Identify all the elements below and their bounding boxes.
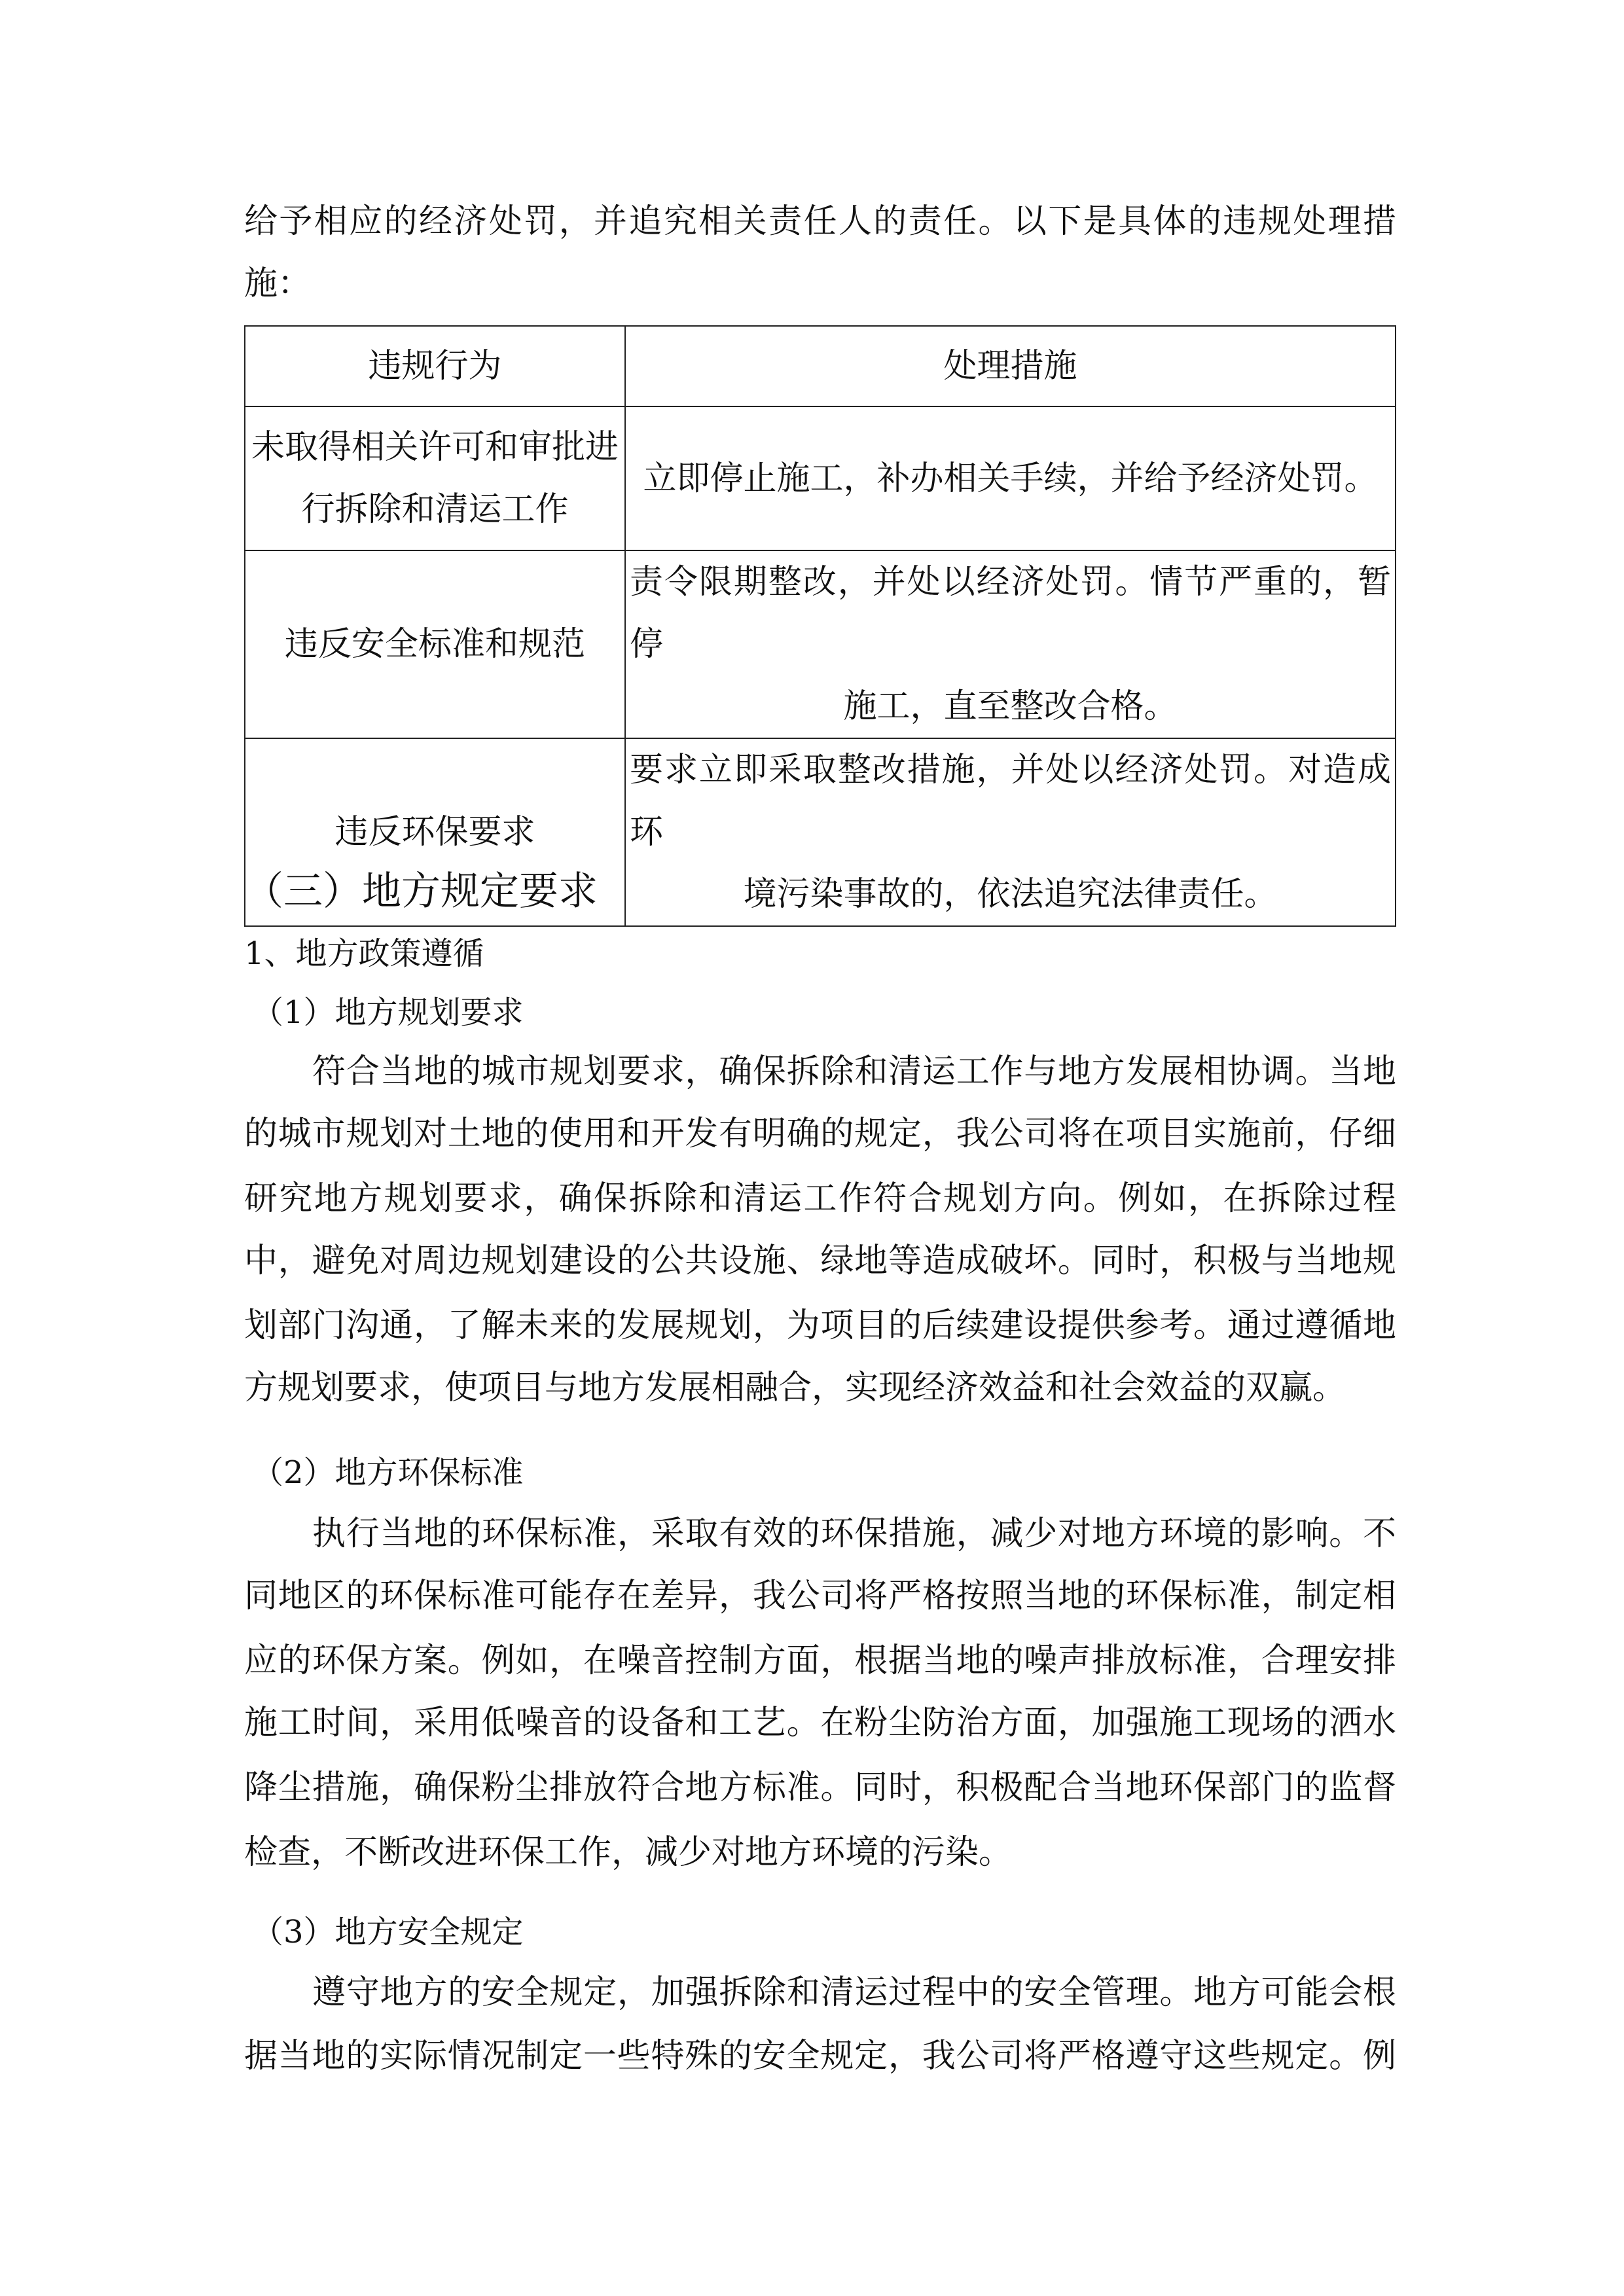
header-measure: 处理措施 bbox=[625, 326, 1396, 406]
paragraph-line: 同地区的环保标准可能存在差异，我公司将严格按照当地的环保标准，制定相 bbox=[244, 1577, 1396, 1615]
cell-line: 未取得相关许可和审批进 bbox=[251, 428, 619, 467]
cell-line: 行拆除和清运工作 bbox=[301, 490, 569, 529]
section-heading: （三）地方规定要求 bbox=[244, 869, 598, 914]
paragraph-line: 检查，不断改进环保工作，减少对地方环境的污染。 bbox=[244, 1833, 1013, 1872]
violation-cell bbox=[245, 406, 625, 550]
paragraph-line: 划部门沟通，了解未来的发展规划，为项目的后续建设提供参考。通过遵循地 bbox=[244, 1306, 1396, 1345]
paragraph-line: 据当地的实际情况制定一些特殊的安全规定，我公司将严格遵守这些规定。例 bbox=[244, 2037, 1396, 2075]
paragraph-line: 遵守地方的安全规定，加强拆除和清运过程中的安全管理。地方可能会根 bbox=[312, 1973, 1396, 2012]
measure-cell bbox=[625, 406, 1396, 550]
cell-line: 立即停止施工，补办相关手续，并给予经济处罚。 bbox=[643, 459, 1378, 498]
paragraph-line: 的城市规划对土地的使用和开发有明确的规定，我公司将在项目实施前，仔细 bbox=[244, 1115, 1396, 1153]
paragraph-line: 研究地方规划要求，确保拆除和清运工作符合规划方向。例如，在拆除过程 bbox=[244, 1179, 1396, 1218]
subsection-heading: 1、地方政策遵循 bbox=[244, 935, 484, 972]
table-row bbox=[245, 406, 1396, 550]
paragraph-line: 降尘措施，确保粉尘排放符合地方标准。同时，积极配合当地环保部门的监督 bbox=[244, 1768, 1396, 1807]
cell-line: 要求立即采取整改措施，并处以经济处罚。对造成环 bbox=[630, 751, 1391, 852]
paragraph-line: 符合当地的城市规划要求，确保拆除和清运工作与地方发展相协调。当地 bbox=[312, 1052, 1396, 1091]
table-header-row bbox=[245, 326, 1396, 406]
header-violation: 违规行为 bbox=[245, 326, 625, 406]
violation-table bbox=[244, 325, 1396, 927]
cell-line: 施工，直至整改合格。 bbox=[843, 687, 1178, 726]
item-title: （1）地方规划要求 bbox=[252, 994, 524, 1031]
intro-line: 施： bbox=[244, 264, 312, 303]
table-row bbox=[245, 550, 1396, 738]
item-title: （2）地方环保标准 bbox=[252, 1454, 524, 1491]
paragraph-line: 中，避免对周边规划建设的公共设施、绿地等造成破坏。同时，积极与当地规 bbox=[244, 1242, 1396, 1280]
cell-line: 境污染事故的，依法追究法律责任。 bbox=[743, 875, 1278, 914]
paragraph-line: 执行当地的环保标准，采取有效的环保措施，减少对地方环境的影响。不 bbox=[312, 1515, 1396, 1553]
cell-line: 违反安全标准和规范 bbox=[284, 625, 585, 664]
cell-line: 违反环保要求 bbox=[334, 813, 535, 852]
paragraph-line: 施工时间，采用低噪音的设备和工艺。在粉尘防治方面，加强施工现场的洒水 bbox=[244, 1704, 1396, 1742]
item-title: （3）地方安全规定 bbox=[252, 1914, 524, 1950]
cell-line: 责令限期整改，并处以经济处罚。情节严重的，暂停 bbox=[630, 563, 1391, 664]
paragraph-line: 方规划要求，使项目与地方发展相融合，实现经济效益和社会效益的双赢。 bbox=[244, 1369, 1346, 1407]
violation-cell bbox=[245, 550, 625, 738]
intro-line: 给予相应的经济处罚，并追究相关责任人的责任。以下是具体的违规处理措 bbox=[244, 202, 1396, 241]
measure-cell bbox=[625, 550, 1396, 738]
paragraph-line: 应的环保方案。例如，在噪音控制方面，根据当地的噪声排放标准，合理安排 bbox=[244, 1641, 1396, 1680]
